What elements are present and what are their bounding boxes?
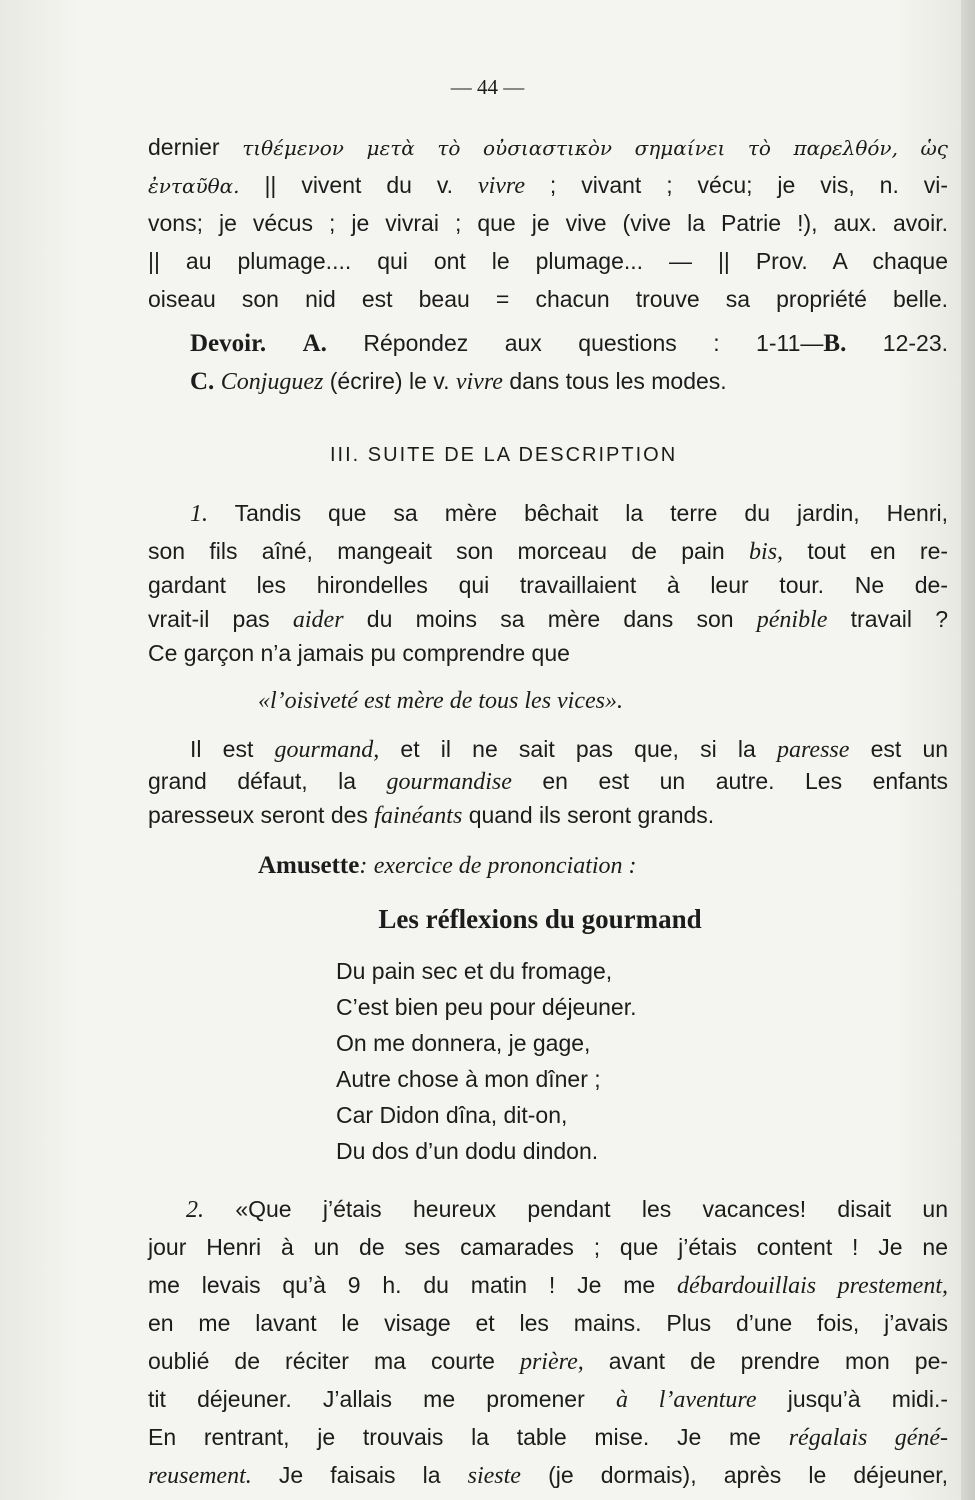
devoir-part-b: B. [823, 330, 847, 357]
text-line [148, 604, 948, 635]
text-line [148, 1270, 948, 1301]
text-span: et il ne sait pas que, si la [400, 736, 756, 762]
devoir-line [190, 328, 948, 359]
text-span: || vivent du v. [264, 172, 453, 198]
text-span: grand défaut, la [148, 768, 357, 794]
text-line: Ce garçon n’a jamais pu comprendre que [148, 640, 570, 666]
devoir-part-c: C. [190, 368, 215, 395]
italic-word: prière, [519, 1349, 584, 1375]
text-span: tit déjeuner. J’allais me promener [148, 1386, 585, 1412]
italic-word: gourmand, [274, 737, 380, 763]
greek-text: ἐνταῦθα. [148, 174, 240, 198]
text-line [190, 734, 948, 765]
amusette-heading [258, 850, 637, 881]
amusette-colon: : [359, 853, 368, 879]
text-span: oublié de réciter ma courte [148, 1348, 495, 1374]
text-line: en me lavant le visage et les mains. Plus d’une fois, j’avais [148, 1310, 948, 1336]
text-span: En rentrant, je trouvais la table mise. Je me [148, 1424, 761, 1450]
text-line [148, 170, 948, 201]
italic-word: paresse [776, 737, 850, 763]
text-line: || au plumage.... qui ont le plumage... — || Prov. A chaque [148, 248, 948, 274]
text-span: est un [870, 736, 949, 762]
text-span: Il est [190, 736, 254, 762]
italic-word: aider [292, 607, 344, 633]
poem-line: C’est bien peu pour déjeuner. [336, 994, 637, 1020]
section-title: III. SUITE DE LA DESCRIPTION [330, 444, 678, 466]
text-span: tout en re- [807, 538, 949, 564]
poem-title: Les réflexions du gourmand [378, 904, 702, 934]
text-span: ; vivant ; vécu; je vis, n. vi- [549, 172, 949, 198]
italic-word: fainéants [374, 803, 463, 829]
page-edge [961, 0, 975, 1500]
devoir-part-a: A. [302, 330, 327, 357]
italic-word: vivre [477, 173, 525, 199]
text-span: jusqu’à midi.- [787, 1386, 949, 1412]
text-line: vons; je vécus ; je vivrai ; que je vive (vive la Patrie !), aux. avoir. [148, 210, 948, 236]
text-span: me levais qu’à 9 h. du matin ! Je me [148, 1272, 656, 1298]
text-line [186, 1194, 948, 1225]
italic-word: pénible [756, 607, 828, 633]
italic-word: sieste [467, 1463, 521, 1489]
text-span: (écrire) le v. [329, 368, 450, 394]
italic-word: gourmandise [386, 769, 512, 795]
devoir-line-c [190, 366, 727, 397]
text-span: Je faisais la [278, 1462, 441, 1488]
italic-word: vivre [455, 369, 503, 395]
italic-word: régalais géné- [788, 1425, 949, 1451]
text-line [148, 1422, 948, 1453]
italic-word: débardouillais prestement, [677, 1273, 949, 1299]
italic-word: Conjuguez [220, 369, 324, 395]
amusette-label: Amusette [258, 852, 360, 879]
text-span: avant de prendre mon pe- [608, 1348, 949, 1374]
italic-word: bis, [749, 539, 784, 565]
poem-line: Du dos d’un dodu dindon. [336, 1138, 599, 1164]
italic-word: à l’aventure [615, 1387, 757, 1413]
text-line: oiseau son nid est beau = chacun trouve sa propriété belle. [148, 286, 948, 312]
text-span: son fils aîné, mangeait son morceau de pain [148, 538, 725, 564]
text-line: jour Henri à un de ses camarades ; que j’étais content ! Je ne [148, 1234, 948, 1260]
text-span: paresseux seront des [148, 802, 368, 828]
text-span: vrait-il pas [148, 606, 270, 632]
paragraph-number: 2. [186, 1197, 204, 1223]
poem-line: On me donnera, je gage, [336, 1030, 591, 1056]
text-span: (je dormais), après le déjeuner, [548, 1462, 949, 1488]
text-line [148, 132, 948, 163]
text-span: Répondez aux questions : 1-11— [363, 330, 824, 356]
text-span: travail ? [850, 606, 949, 632]
text-line [148, 766, 948, 797]
text-span: Tandis que sa mère bêchait la terre du jardin, Henri, [234, 500, 948, 526]
poem-line: Autre chose à mon dîner ; [336, 1066, 601, 1092]
text-span: dans tous les modes. [509, 368, 727, 394]
text-line: gardant les hirondelles qui travaillaient à leur tour. Ne de- [148, 572, 948, 598]
quote-line: «l’oisiveté est mère de tous les vices». [258, 688, 623, 714]
text-line [148, 536, 948, 567]
text-span: quand ils seront grands. [468, 802, 715, 828]
text-line [148, 1346, 948, 1377]
text-line [148, 1384, 948, 1415]
text-line [148, 800, 714, 831]
text-span: dernier [148, 134, 220, 160]
text-span: en est un autre. Les enfants [542, 768, 949, 794]
paragraph-number: 1. [190, 501, 208, 527]
text-span: 12-23. [882, 330, 949, 356]
text-line [148, 1460, 948, 1491]
text-span: «Que j’étais heureux pendant les vacances! disait un [235, 1196, 948, 1222]
greek-text: τιθέμενον μετὰ τὸ οὐσιαστικὸν σημαίνει τὸ παρελθόν, ὡς [242, 136, 948, 160]
text-span: du moins sa mère dans son [366, 606, 734, 632]
devoir-label: Devoir. [190, 330, 267, 357]
page-number: — 44 — [450, 75, 525, 99]
poem-line: Du pain sec et du fromage, [336, 958, 613, 984]
poem-line: Car Didon dîna, dit-on, [336, 1102, 568, 1128]
amusette-subtitle: exercice de prononciation : [373, 853, 637, 879]
italic-word: reusement. [148, 1463, 252, 1489]
text-line [190, 498, 948, 529]
